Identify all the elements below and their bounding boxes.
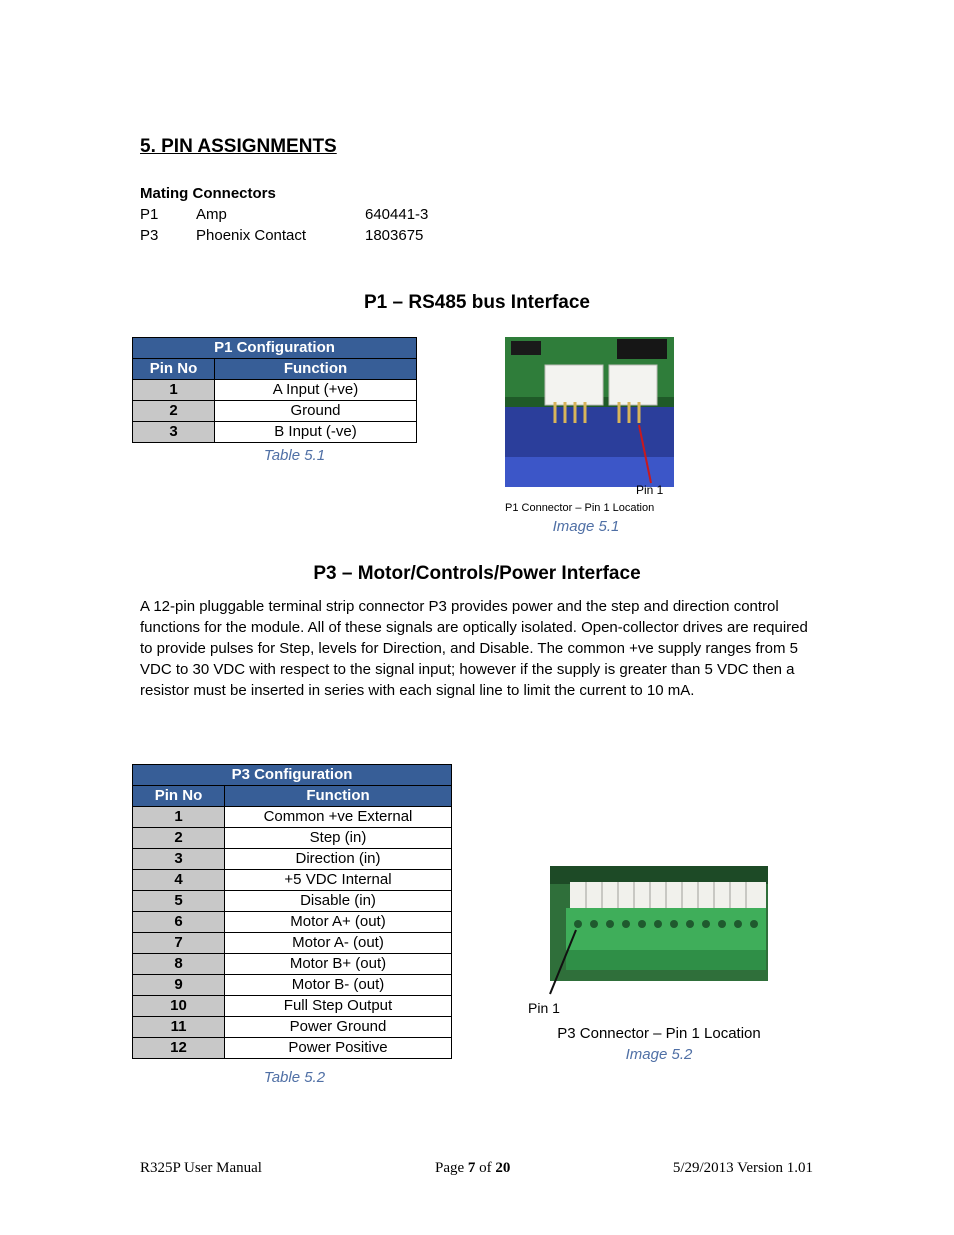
- mating-connector: P1: [140, 206, 159, 223]
- pin-number: 2: [133, 828, 225, 849]
- p3-connector-illustration: [526, 866, 770, 1020]
- pin-function: Power Positive: [225, 1038, 452, 1059]
- mating-maker: Amp: [196, 206, 227, 223]
- p1-connector-illustration: [505, 337, 674, 500]
- pin-number: 3: [133, 422, 215, 443]
- pin-number: 9: [133, 975, 225, 996]
- footer-page-current: 7: [467, 1160, 476, 1176]
- mating-maker: Phoenix Contact: [196, 227, 307, 244]
- p3-table-title: P3 Configuration: [133, 765, 452, 786]
- p3-heading: P3 – Motor/Controls/Power Interface: [313, 563, 641, 584]
- pin-function: +5 VDC Internal: [225, 870, 452, 891]
- pin-number: 3: [133, 849, 225, 870]
- p3-image-number: Image 5.2: [625, 1046, 693, 1063]
- p3-pin1-label: Pin 1: [528, 1000, 560, 1016]
- footer-page-number: [435, 1160, 510, 1177]
- table-row: [133, 1017, 452, 1038]
- table-row: [133, 807, 452, 828]
- pin-number: 2: [133, 401, 215, 422]
- pin-function: Power Ground: [225, 1017, 452, 1038]
- pin-function: Motor B- (out): [225, 975, 452, 996]
- pin-function: Common +ve External: [225, 807, 452, 828]
- p1-image-caption: P1 Connector – Pin 1 Location: [505, 502, 655, 514]
- p1-table-caption: Table 5.1: [263, 447, 326, 464]
- footer-page-total: 20: [495, 1160, 511, 1176]
- table-row: [133, 380, 417, 401]
- pin-function: Full Step Output: [225, 996, 452, 1017]
- p1-image-number: Image 5.1: [552, 518, 620, 535]
- mating-part: 1803675: [365, 227, 424, 244]
- p1-col-pin: Pin No: [133, 359, 215, 380]
- table-row: [133, 975, 452, 996]
- mating-part: 640441-3: [365, 206, 429, 223]
- pin-number: 5: [133, 891, 225, 912]
- pin-number: 8: [133, 954, 225, 975]
- pin-function: Ground: [215, 401, 417, 422]
- footer-date-version: 5/29/2013 Version 1.01: [672, 1160, 813, 1176]
- p3-col-pin: Pin No: [133, 786, 225, 807]
- table-row: [133, 828, 452, 849]
- p3-col-function: Function: [225, 786, 452, 807]
- pin-number: 6: [133, 912, 225, 933]
- p1-pin1-label: Pin 1: [636, 483, 664, 497]
- pin-number: 1: [133, 380, 215, 401]
- p1-col-function: Function: [215, 359, 417, 380]
- table-row: [133, 933, 452, 954]
- p1-config-table: [132, 337, 417, 443]
- table-row: [133, 891, 452, 912]
- table-row: [133, 954, 452, 975]
- pin-function: Motor A- (out): [225, 933, 452, 954]
- p1-heading: P1 – RS485 bus Interface: [364, 292, 590, 313]
- pin-number: 7: [133, 933, 225, 954]
- table-row: [133, 422, 417, 443]
- p3-config-table: [132, 764, 452, 1059]
- table-row: [133, 996, 452, 1017]
- pin-function: Direction (in): [225, 849, 452, 870]
- pin-function: Motor A+ (out): [225, 912, 452, 933]
- pin-number: 10: [133, 996, 225, 1017]
- mating-connectors-heading: Mating Connectors: [140, 185, 276, 202]
- p1-table-title: P1 Configuration: [133, 338, 417, 359]
- footer-manual-title: R325P User Manual: [140, 1160, 262, 1176]
- table-row: [133, 849, 452, 870]
- p3-image-caption: P3 Connector – Pin 1 Location: [557, 1025, 761, 1042]
- footer-page-of: of: [475, 1160, 496, 1176]
- table-row: [133, 870, 452, 891]
- pin-function: Disable (in): [225, 891, 452, 912]
- p1-connector-photo: [505, 337, 674, 500]
- pin-number: 4: [133, 870, 225, 891]
- table-row: [133, 912, 452, 933]
- table-row: [133, 1038, 452, 1059]
- p3-description: A 12-pin pluggable terminal strip connector P3 provides power and the step and direction control functions for the module. All of these signals are optically isolated. Open-collector drives are required to provide pulses for Step, levels for Direction, and Disable. The common +ve supply ranges from 5 VDC to 30 VDC with respect to the signal input; however if the supply is greater than 5 VDC then a resistor must be inserted in series with each signal line to limit the current to 10 mA.: [140, 598, 808, 699]
- pin-number: 12: [133, 1038, 225, 1059]
- pin-function: A Input (+ve): [215, 380, 417, 401]
- p3-connector-photo: [526, 866, 770, 1020]
- mating-connector: P3: [140, 227, 159, 244]
- table-row: [133, 401, 417, 422]
- footer-page-prefix: Page: [435, 1160, 468, 1176]
- pin-function: Step (in): [225, 828, 452, 849]
- p3-table-caption: Table 5.2: [263, 1069, 326, 1086]
- pin-number: 11: [133, 1017, 225, 1038]
- pin-function: B Input (-ve): [215, 422, 417, 443]
- pin-function: Motor B+ (out): [225, 954, 452, 975]
- section-title: 5. PIN ASSIGNMENTS: [140, 136, 337, 157]
- pin-number: 1: [133, 807, 225, 828]
